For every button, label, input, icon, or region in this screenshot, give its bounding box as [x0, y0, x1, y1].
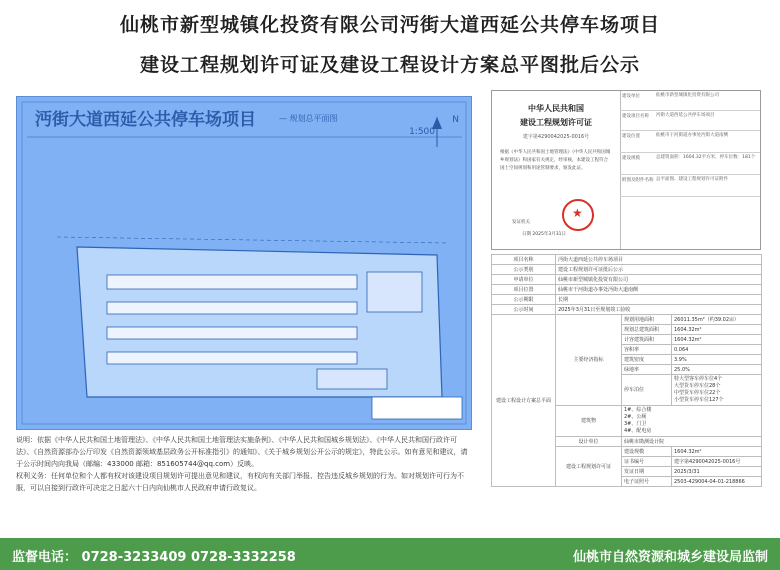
table-label: 设计单位	[556, 437, 622, 447]
drawing-scale: 1:500	[409, 127, 435, 137]
table-row	[492, 305, 762, 315]
table-label: 公示类别	[492, 265, 556, 275]
parking-line: 特大型客车停车位4个	[674, 376, 723, 382]
indicator-key: 容积率	[622, 345, 672, 355]
project-info-table	[491, 254, 762, 487]
table-label: 建设工程规划许可证	[556, 447, 622, 487]
table-row	[492, 285, 762, 295]
parking-value	[672, 375, 762, 406]
north-arrow-label: N	[452, 115, 459, 125]
parking-line: 中型货车停车位22个	[674, 390, 721, 396]
indicator-value: 3.9%	[672, 355, 762, 365]
planning-permit-certificate	[491, 90, 761, 250]
permit-side-key: 建设单位	[622, 94, 640, 99]
page-title: 仙桃市新型城镇化投资有限公司沔街大道西延公共停车场项目	[119, 14, 660, 36]
permit-side-key: 建设项目名称	[622, 114, 649, 119]
permit-side-row	[620, 111, 760, 131]
permit-side-row	[620, 91, 760, 111]
building-line: 2#、公厕	[624, 414, 647, 420]
official-seal-icon	[562, 199, 594, 231]
permit-date: 日期 2025年3月31日	[522, 232, 566, 237]
permit-value: 2503-429004-04-01-218866	[672, 477, 762, 487]
permit-side-value: 总平面图、建设工程规划许可证附件	[656, 177, 728, 182]
table-value: 2025年3月31日至规划竣工验收	[556, 305, 762, 315]
permit-key: 发证日期	[622, 467, 672, 477]
permit-side-row	[620, 131, 760, 153]
indicator-key: 建筑密度	[622, 355, 672, 365]
indicator-value: 0.064	[672, 345, 762, 355]
permit-number: 建字第4290042025-0016号	[522, 134, 590, 140]
permit-side-key: 建设规模	[622, 156, 640, 161]
permit-value: 建字第4290042025-0016号	[672, 457, 762, 467]
building-line: 1#、综合楼	[624, 407, 652, 413]
indicator-value: 25.0%	[672, 365, 762, 375]
permit-main-panel	[492, 91, 621, 249]
table-value: 仙桃市勘测设计院	[622, 437, 762, 447]
permit-side-value: 沔街大道西延公共停车场项目	[656, 113, 715, 118]
table-label-plan: 建设工程设计方案总平面	[492, 315, 556, 487]
permit-side-value: 仙桃市干河街道办事处沔街大道南侧	[656, 133, 728, 138]
table-label: 主要经济指标	[556, 315, 622, 406]
indicator-key: 规划总建筑面积	[622, 325, 672, 335]
parking-label: 停车泊位	[622, 375, 672, 406]
table-label: 项目位置	[492, 285, 556, 295]
table-label: 建筑物	[556, 406, 622, 437]
notice-text	[16, 434, 474, 494]
parking-line: 小型货车停车位127个	[674, 397, 724, 403]
table-value: 沔街大道西延公共停车场项目	[556, 255, 762, 265]
notice-rights: 权利义务：任何单位和个人都有权对该建设项目规划许可提出意见和建议，有权向有关部门举报、控告违反城乡规划的行为。如对规划许可行为不服，可以自接到行政许可决定之日起六十日内向仙桃市人民政府申请行政复议。	[16, 472, 464, 492]
table-label: 公示时间	[492, 305, 556, 315]
table-value: 仙桃市新型城镇化投资有限公司	[556, 275, 762, 285]
building-line: 4#、配电房	[624, 428, 652, 434]
permit-heading-country: 中华人民共和国	[528, 104, 584, 113]
permit-side-value: 仙桃市新型城镇化投资有限公司	[656, 93, 719, 98]
page-subtitle: 建设工程规划许可证及建设工程设计方案总平图批后公示	[139, 54, 640, 76]
permit-side-row	[620, 175, 760, 197]
table-value: 仙桃市干河街道办事处沔街大道南侧	[556, 285, 762, 295]
permit-issuer: 发证机关	[512, 220, 530, 225]
permit-side-panel	[620, 91, 760, 249]
indicator-key: 规划用地面积	[622, 315, 672, 325]
permit-side-row	[620, 153, 760, 175]
permit-key: 证书编号	[622, 457, 672, 467]
permit-side-key: 附图及附件名称	[622, 178, 654, 183]
permit-value: 1604.32m²	[672, 447, 762, 457]
permit-key: 建设规模	[622, 447, 672, 457]
permit-value: 2025/3/31	[672, 467, 762, 477]
drawing-subtitle: — 规划总平面图	[279, 114, 338, 123]
table-row	[492, 265, 762, 275]
supervision-hotline: 监督电话： 0728-3233409 0728-3332258	[12, 550, 296, 565]
footer-bar	[0, 538, 780, 570]
notice-explanation: 说明：依据《中华人民共和国土地管理法》、《中华人民共和国土地管理法实施条例》、《中华人民共和国城乡规划法》、《中华人民共和国行政许可法》、《自然资源部办公厅印发《自然资源领域基层政务公开标准指引》的通知》、《关于城乡规划公开公示的规定》，特此公示。如有意见和建议，请于公示时间内向我局（邮编：433000 邮箱：851605744@qq.com）反映。	[16, 436, 468, 468]
building-list	[622, 406, 762, 437]
table-label: 申请单位	[492, 275, 556, 285]
permit-side-key: 建设位置	[622, 134, 640, 139]
site-plan-drawing	[16, 96, 472, 430]
permit-key: 电子证照号	[622, 477, 672, 487]
table-value: 长期	[556, 295, 762, 305]
table-row	[492, 275, 762, 285]
indicator-value: 1604.32m²	[672, 335, 762, 345]
table-row	[492, 255, 762, 265]
parking-line: 大型货车停车位28个	[674, 383, 721, 389]
table-row	[492, 315, 762, 325]
indicator-key: 绿地率	[622, 365, 672, 375]
table-label: 项目名称	[492, 255, 556, 265]
indicator-value: 26011.35m²（约39.02亩）	[672, 315, 762, 325]
indicator-value: 1604.32m²	[672, 325, 762, 335]
drawing-title: 沔街大道西延公共停车场项目	[35, 110, 256, 130]
site-plan-graphic	[17, 97, 473, 431]
table-value: 建设工程规划许可证批后公示	[556, 265, 762, 275]
issuing-agency: 仙桃市自然资源和城乡建设局监制	[572, 550, 768, 565]
table-label: 公示期限	[492, 295, 556, 305]
permit-body-text: 根据《中华人民共和国土地管理法》《中华人民共和国城乡规划法》和国家有关规定，经审核，本建设工程符合国土空间规划和用途管制要求，颁发此证。	[500, 150, 611, 171]
permit-side-value: 总建筑面积：1604.32平方米，停车位数：181个	[656, 155, 756, 160]
building-line: 3#、门卫	[624, 421, 647, 427]
table-row	[492, 295, 762, 305]
permit-heading-title: 建设工程规划许可证	[520, 118, 592, 127]
indicator-key: 计容建筑面积	[622, 335, 672, 345]
